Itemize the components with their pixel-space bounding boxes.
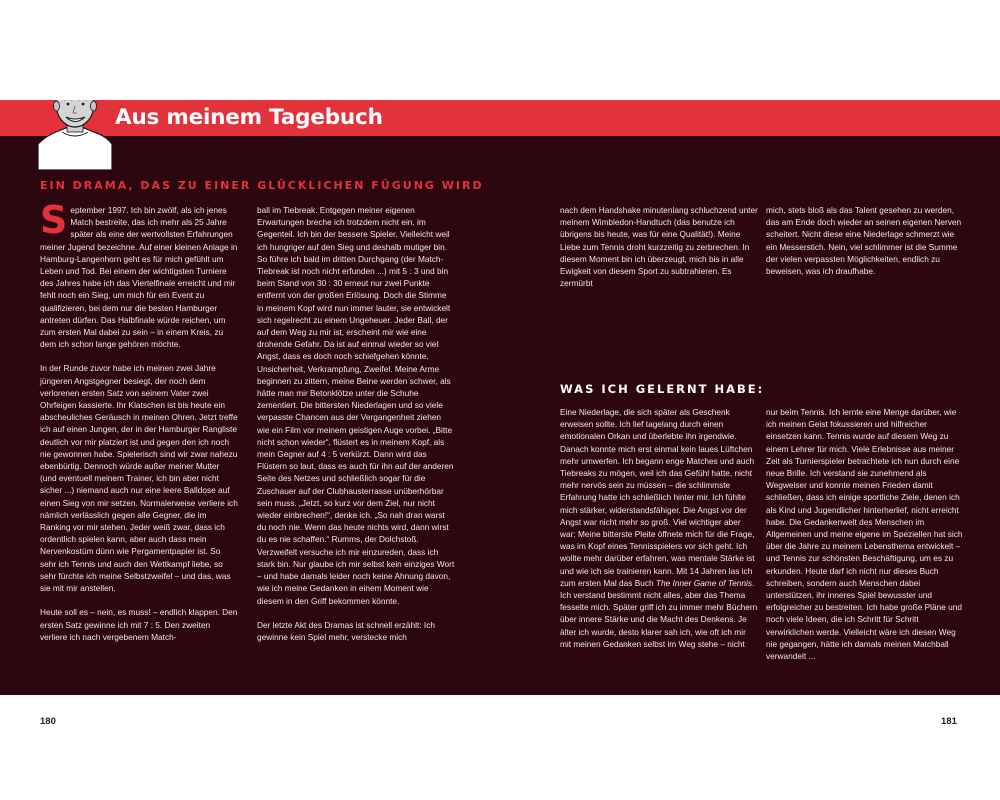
paragraph: ball im Tiebreak. Entgegen meiner eigenen Erwartungen breche ich trotzdem nicht ein, im Gegenteil. Ich bin der bessere Spieler. Vielleicht weil ich hungriger auf den Sieg und deshalb mutiger bin. So führe ich bald im dritten Durchgang (der Match-Tiebreak ist noch nicht erfunden ...) mit 5 : 3 und bin beim Stand von 30 : 30 erneut nur zwei Punkte entfernt von der großen Erlösung. Doch die Stimme in meinem Kopf wird nun immer lauter, sie entwickelt sich regelrecht zu einem Ungeheuer. Jeder Ball, der auf dem Weg zu mir ist, erscheint mir wie eine drohende Gefahr. Da ist auf einmal wieder so viel Angst, dass es doch noch schiefgehen könnte. Unsicherheit, Verkrampfung, Zweifel. Meine Arme beginnen zu zittern, meine Beine werden schwer, als hätte man mir Betonklötze unter die Schuhe zementiert. Die bittersten Niederlagen und so viele verpasste Chancen aus der Vergangenheit ziehen wie ein Film vor meinem geistigen Auge vorbei. „Bitte nicht schon wieder“, flüstert es in meinem Kopf, als mein Gegner auf 4 : 5 verkürzt. Dann wird das Flüstern so laut, dass es auch für ihn auf der anderen Seite des Netzes und schließlich sogar für die Zuschauer auf der Clubhausterrasse unüberhörbar sein muss. „Jetzt, so kurz vor dem Ziel, nur nicht wieder einbrechen!“, denke ich. „So nah dran warst du noch nie. Wenn das heute nichts wird, dann wirst du es nie schaffen.“ Rumms, der Dolchstoß. Verzweifelt versuche ich mir einzureden, dass ich stark bin. Nur glaube ich mir selbst kein einziges Wort – und habe damals leider noch keine Ahnung davon, wie ich meine Gedanken in einem Moment wie diesem in den Griff bekommen könnte. <box>257 205 455 606</box>
text-column-1 <box>40 198 238 655</box>
paragraph-text: . Ich verstand bestimmt nicht alles, aber das Thema fesselte mich. Später griff ich zu immer mehr Büchern über innere Stärke und die Macht des Denkens. Je älter ich wurde, desto klarer sah ich, wie oft ich mir mit meinen Gedanken selbst im Weg stehe – nicht <box>560 577 758 649</box>
drop-cap: S <box>40 198 68 242</box>
paragraph <box>40 198 238 350</box>
page-number-left: 180 <box>40 716 56 727</box>
page-title: Aus meinem Tagebuch <box>115 105 383 130</box>
section-heading: EIN DRAMA, DAS ZU EINER GLÜCKLICHEN FÜGUNG WIRD <box>40 179 484 192</box>
paragraph: Der letzte Akt des Dramas ist schnell erzählt: Ich gewinne kein Spiel mehr, verstecke mich <box>257 619 435 642</box>
section-heading-learned: WAS ICH GELERNT HABE: <box>560 382 765 396</box>
paragraph-text: Eine Niederlage, die sich später als Geschenk erweisen sollte. Ich lief tagelang durch einen emotionalen Orkan und überlebte ihn irgendwie. Danach konnte mich erst einmal kein laues Lüftchen mehr umwerfen. Ich begann enge Matches und auch Tiebreaks zu mögen, weil ich das Gefühl hatte, nicht mehr nervös sein zu müssen – die schlimmste Erfahrung hatte ich schließlich hinter mir. Ich fühlte mich stärker, widerstandsfähiger. Die Angst vor der Angst war nicht mehr so groß. Viel wichtiger aber war: Meine bitterste Pleite öffnete mich für die Frage, was im Kopf eines Tennisspielers vor sich geht. Ich wollte mehr darüber erfahren, was mentale Stärke ist und wie ich sie trainieren kann. Mit 14 Jahren las ich zum ersten Mal das Buch <box>560 407 755 588</box>
book-title: The Inner Game of Tennis <box>655 577 753 588</box>
paragraph: nur beim Tennis. Ich lernte eine Menge darüber, wie ich meinen Geist fokussieren und hilfreicher einsetzen kann. Tennis wurde auf diesem Weg zu einem Lehrer für mich. Viele Erlebnisse aus meiner Zeit als Turnierspieler betrachtete ich nun durch eine neue Brille. Ich verstand sie zunehmend als Wegweiser und konnte meinen Frieden damit schließen, dass ich einige sportliche Ziele, denen ich als Kind und Jugendlicher hinterherlief, nicht erreicht habe. Die Gedankenwelt des Menschen im Allgemeinen und meine eigene im Speziellen hat sich über die Jahre zu meinem Lebensthema entwickelt – und Tennis zur schönsten Beschäftigung, um es zu erkunden. Heute darf ich nicht nur dieses Buch schreiben, sondern auch Menschen dabei unterstützen, ihr inneres Spiel bewusster und erfolgreicher zu bestreiten. Ich habe große Pläne und noch viele Ideen, die ich Schritt für Schritt verwirklichen werde. Vielleicht wäre ich diesen Weg nie gegangen, hätte ich damals meinen Matchball verwandelt ... <box>766 407 963 662</box>
article-spread <box>0 100 1000 695</box>
author-portrait <box>36 100 114 170</box>
paragraph-text: eptember 1997. Ich bin zwölf, als ich jenes Match bestreite, das ich mehr als 25 Jahre später als eine der wertvollsten Erfahrungen meiner Jugend bezeichne. Auf einer kleinen Anlage in Hamburg-Langenhorn geht es für mich gefühlt um Leben und Tod. Bei einem der wichtigsten Turniere des Jahres habe ich das Viertelfinale erreicht und mir fehlt noch ein Sieg, um mich für ein Event zu qualifizieren, bei dem nur die besten Hamburger antreten dürfen. Das Halbfinale würde reichen, um zum ersten Mal dabei zu sein – in einem Kreis, zu dem ich schon lange gehören möchte. <box>40 205 238 350</box>
text-column-6 <box>766 406 964 674</box>
paragraph: mich, stets bloß als das Talent gesehen zu werden, das am Ende doch wieder an seinen eigenen Nerven scheitert. Nicht diese eine Niederlage schmerzt wie ein Messerstich. Nein, viel schlimmer ist die Summe der vielen verpassten Möglichkeiten, endlich zu beweisen, was ich draufhabe. <box>766 205 962 277</box>
text-column-2 <box>257 204 455 655</box>
page-number-right: 181 <box>941 716 957 727</box>
paragraph: Heute soll es – nein, es muss! – endlich klappen. Den ersten Satz gewinne ich mit 7 : 5. Den zweiten verliere ich nach vergebenem Match- <box>40 607 238 642</box>
paragraph: In der Runde zuvor habe ich meinen zwei Jahre jüngeren Angstgegner besiegt, der noch dem verlorenen ersten Satz von seinem Vater zwei Ohrfeigen kassierte. Ihr Klatschen ist bis heute ein abscheuliches Geräusch in meinen Ohren. Jetzt treffe ich auf einen Jungen, der in der Hamburger Rangliste deutlich vor mir platziert ist und gegen den ich noch nie gewonnen habe. Spielerisch sind wir zwar nahezu ebenbürtig. Dennoch würde außer meiner Mutter (und eventuell meinem Trainer, ich bin aber nicht sicher ...) niemand auch nur eine leere Balldose auf einen Sieg von mir setzen. Normalerweise verliere ich nämlich verlässlich gegen alle Gegner, die im Ranking vor mir stehen. Jeder weiß zwar, dass ich ordentlich spielen kann, aber auch dass mein Nervenkostüm dünn wie Pergamentpapier ist. So sehr ich Tennis und auch den Wettkampf liebe, so sehr fürchte ich meine Selbstzweifel – und das, was sie mit mir anstellen. <box>40 363 238 594</box>
text-column-3 <box>560 204 758 301</box>
text-column-4 <box>766 204 964 289</box>
paragraph: nach dem Handshake minutenlang schluchzend unter meinem Wimbledon-Handtuch (das benutze ich übrigens bis heute, was für eine Qualität!). Meine Liebe zum Tennis droht kurzzeitig zu zerbrechen. In diesem Moment bin ich überzeugt, mich bis in alle Ewigkeit von diesem Sport zu subtrahieren. Es zermürbt <box>560 205 758 289</box>
title-band <box>0 100 1000 136</box>
paragraph <box>560 406 758 650</box>
text-column-5 <box>560 406 758 662</box>
